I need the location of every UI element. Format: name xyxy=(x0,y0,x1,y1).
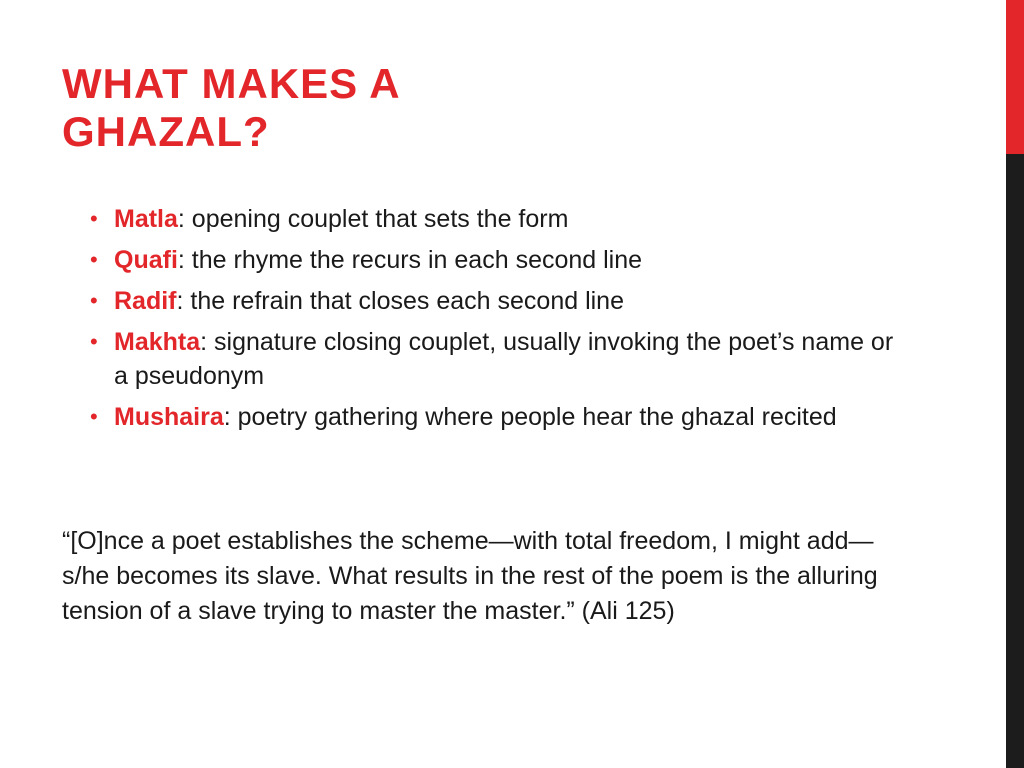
term-definition: : the refrain that closes each second line xyxy=(176,287,624,315)
list-item xyxy=(90,202,910,236)
term-label: Matla xyxy=(114,205,178,233)
definition-list xyxy=(90,202,910,441)
slide-title xyxy=(62,60,582,156)
slide-title-line-1: WHAT MAKES A xyxy=(62,60,401,107)
side-accent-bar-red xyxy=(1006,0,1024,154)
slide-title-line-2: GHAZAL? xyxy=(62,108,270,155)
list-item xyxy=(90,284,910,318)
term-definition: : poetry gathering where people hear the ghazal recited xyxy=(223,403,837,431)
list-item xyxy=(90,243,910,277)
bullet-icon: • xyxy=(90,329,98,354)
bullet-icon: • xyxy=(90,288,98,313)
quotation: “[O]nce a poet establishes the scheme—with total freedom, I might add—s/he becomes its slave. What results in the rest of the poem is the alluring tension of a slave trying to master the master.” (Ali 125) xyxy=(62,527,878,625)
term-definition: : the rhyme the recurs in each second line xyxy=(177,246,643,274)
side-accent-bar-dark xyxy=(1006,154,1024,768)
term-definition: : opening couplet that sets the form xyxy=(177,205,569,233)
bullet-icon: • xyxy=(90,206,98,231)
term-label: Radif xyxy=(114,287,177,315)
list-item xyxy=(90,400,910,434)
term-label: Quafi xyxy=(114,246,178,274)
term-definition: : signature closing couplet, usually invoking the poet’s name or a pseudonym xyxy=(114,328,894,390)
list-item xyxy=(90,325,910,393)
bullet-icon: • xyxy=(90,247,98,272)
side-accent-bar xyxy=(1006,0,1024,768)
term-label: Mushaira xyxy=(114,403,224,431)
term-label: Makhta xyxy=(114,328,201,356)
bullet-icon: • xyxy=(90,404,98,429)
